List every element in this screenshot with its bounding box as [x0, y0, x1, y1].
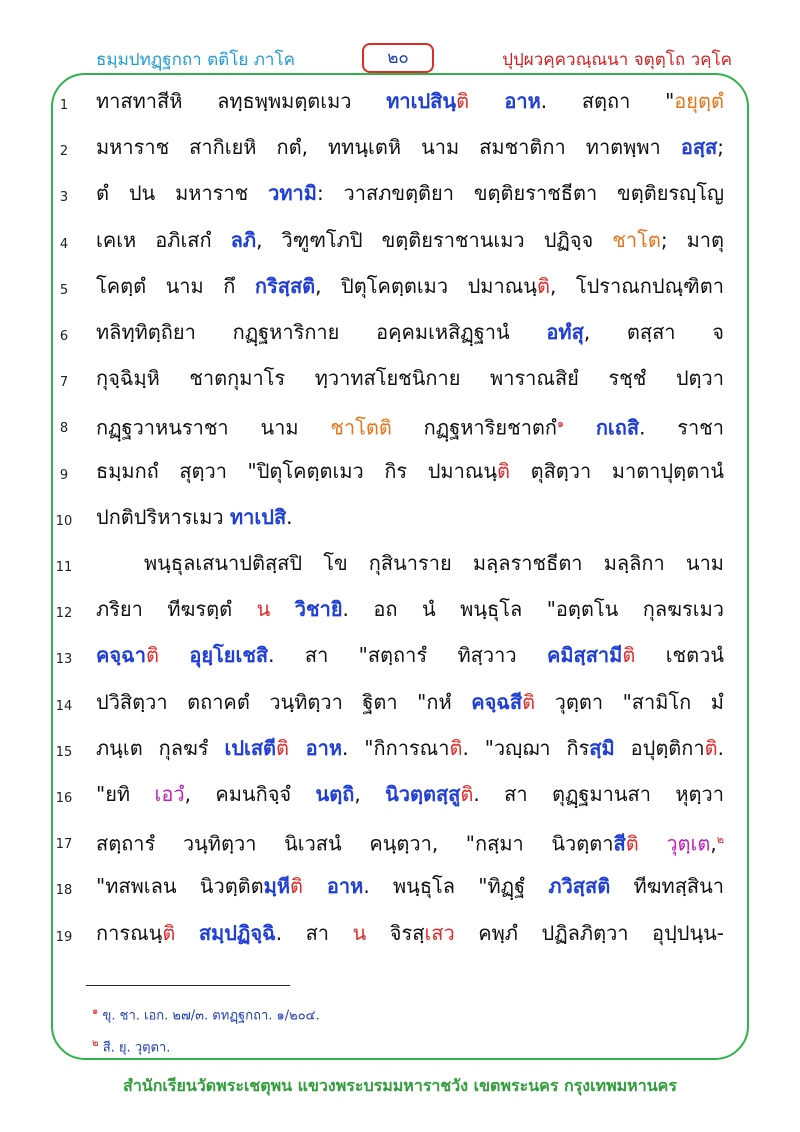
text-segment — [175, 921, 199, 945]
text-segment: . พนฺธุโล "ทิฏฺฐํ — [363, 874, 549, 899]
text-line — [0, 358, 800, 404]
highlighted-word: ติ — [276, 735, 290, 760]
line-number: 10 — [55, 513, 73, 529]
text-line — [0, 451, 800, 497]
highlighted-word: ทาเปสินฺ — [386, 89, 457, 113]
line-number: 14 — [55, 698, 73, 714]
line-number: 8 — [59, 421, 69, 437]
line-number: 16 — [55, 791, 73, 806]
highlighted-word: อุยฺโยเชสิ — [189, 643, 269, 668]
footer-institution: สำนักเรียนวัดพระเชตุพน แขวงพระบรมมหาราชวัง เขตพระนคร กรุงเทพมหานคร — [123, 1076, 677, 1095]
highlighted-word: น — [352, 920, 367, 945]
text-segment: ; มาตุ — [660, 227, 725, 252]
highlighted-word: กเถสิ — [595, 416, 640, 441]
text-segment: วุตฺตา "สามิโก มํ — [535, 689, 724, 714]
highlighted-word: เอวํ — [154, 782, 185, 806]
line-text — [96, 641, 724, 669]
text-segment: . — [286, 504, 293, 529]
text-segment: . ราชา — [639, 416, 725, 441]
footnote-2 — [92, 1036, 170, 1057]
line-number: 17 — [55, 837, 73, 853]
highlighted-word: ติ — [162, 920, 176, 945]
highlighted-word: นตฺถิ — [315, 782, 355, 806]
line-number: 4 — [59, 236, 69, 252]
text-segment: . สา ตุฏฺฐมานสา หุตฺวา — [473, 782, 724, 806]
line-text — [96, 734, 724, 762]
highlighted-word: นิวตฺตสฺสู — [385, 782, 461, 806]
text-line — [0, 589, 800, 635]
text-segment: ตุสิตฺวา มาตาปุตฺตานํ — [510, 458, 724, 483]
line-number: 7 — [59, 375, 69, 391]
line-text — [96, 595, 724, 623]
highlighted-word: ติ — [456, 89, 470, 113]
text-segment: . สตฺถา " — [540, 89, 675, 113]
highlighted-word: เสว — [424, 920, 455, 945]
text-line — [0, 266, 800, 312]
text-line — [0, 173, 800, 219]
line-number: 11 — [55, 560, 73, 575]
text-segment: , — [354, 782, 386, 806]
highlighted-word: ติ — [449, 735, 463, 760]
header-left-title: ธมฺมปทฏฺฐกถา ตติโย ภาโค — [96, 50, 295, 70]
text-segment: . อถ นํ พนฺธุโล "อตฺตโน กุลฆรเมว — [342, 597, 725, 622]
text-segment — [564, 416, 596, 440]
text-segment: กฏฺฐหาริยชาตกํ — [391, 416, 558, 441]
highlighted-word: ติ — [625, 831, 639, 856]
text-line — [0, 497, 800, 543]
line-number: 2 — [59, 144, 69, 160]
text-segment: กุจฺฉิมฺหิ ชาตกุมาโร ทฺวาทสโยชนิกาย พาราณสิยํ รชฺชํ ปตฺวา — [96, 366, 724, 391]
line-text — [96, 919, 724, 947]
line-text — [96, 780, 724, 808]
line-text — [96, 457, 724, 485]
footnote-marker: ๒ — [716, 833, 724, 847]
text-line — [0, 774, 800, 820]
text-segment — [159, 643, 189, 667]
highlighted-word: น — [256, 597, 271, 622]
line-number: 9 — [59, 467, 69, 483]
text-line — [0, 543, 800, 589]
text-line — [0, 312, 800, 358]
text-segment — [270, 597, 295, 621]
highlighted-word: อาห — [303, 874, 364, 899]
text-segment: ทีฆทสฺสินา — [610, 874, 725, 899]
highlighted-word: คมิสฺสามี — [546, 643, 623, 668]
highlighted-word: ภวิสฺสติ — [548, 874, 611, 899]
text-segment: ภนฺเต กุลฆรํ — [96, 735, 225, 760]
text-segment: ตํ ปน มหาราช — [96, 181, 269, 206]
footnote-1 — [92, 1004, 320, 1025]
footnote-1-text: ขุ. ชา. เอก. ๒๗/๓. ตทฏฺฐกถา. ๑/๒๐๔. — [102, 1008, 320, 1024]
text-segment: . สา — [275, 920, 353, 945]
line-text — [96, 272, 724, 300]
line-number: 12 — [55, 606, 73, 622]
footnote-rule — [86, 985, 290, 986]
highlighted-word: อสฺส — [680, 135, 718, 160]
highlighted-word: ลภิ — [230, 227, 257, 252]
line-text — [96, 688, 724, 716]
text-segment: . "กิการณา — [342, 735, 450, 760]
highlighted-word: วุตฺเต — [666, 831, 711, 856]
highlighted-word: ติ — [704, 735, 718, 760]
text-segment: ปวิสิตฺวา ตถาคตํ วนฺทิตฺวา ฐิตา "กหํ — [96, 689, 472, 714]
text-segment: มหาราช สากิเยหิ กตํ, ททนฺเตหิ นาม สมชาติกา ทาตพฺพา — [96, 135, 681, 160]
text-segment: . — [717, 735, 724, 760]
text-line — [0, 404, 800, 450]
line-text — [96, 410, 724, 442]
highlighted-word: สฺมิ — [589, 735, 615, 760]
text-line — [0, 682, 800, 728]
footnote-2-text: สี. ยุ. วุตฺตา. — [102, 1040, 171, 1056]
highlighted-word: กริสฺสติ — [254, 273, 316, 298]
highlighted-word: อยุตฺตํ — [674, 89, 724, 113]
text-segment: ; — [717, 135, 724, 160]
text-segment: ปกติปริหารเมว — [96, 504, 230, 529]
text-segment: "ทสพเลน นิวตฺติต — [96, 874, 264, 899]
line-text — [96, 133, 724, 161]
highlighted-word: วิชายิ — [294, 597, 343, 622]
highlighted-word: ติ — [460, 782, 474, 806]
highlighted-word: ทาเปสิ — [230, 504, 287, 529]
text-segment: การณนฺ — [96, 920, 163, 945]
highlighted-word: ติ — [145, 643, 159, 668]
text-segment: ทลิทฺทิตฺถิยา กฏฺฐหาริกาย อคฺคมเหสิฏฺฐานํ — [96, 320, 547, 344]
text-line — [0, 127, 800, 173]
line-text — [96, 87, 724, 115]
line-number: 19 — [55, 929, 73, 945]
line-text — [96, 826, 724, 858]
text-segment: จิรสฺ — [366, 920, 425, 945]
text-segment: เชตวนํ — [635, 643, 724, 668]
highlighted-word: มฺหี — [263, 874, 291, 899]
line-text — [96, 318, 724, 346]
text-segment — [639, 832, 667, 856]
line-number: 15 — [55, 744, 73, 760]
line-text — [96, 872, 724, 900]
text-segment: : วาสภขตฺติยา ขตฺติยราชธีตา ขตฺติยรญฺโญ — [316, 181, 724, 206]
highlighted-word: ชาโต — [612, 227, 661, 252]
line-text — [96, 503, 724, 531]
highlighted-word: อาห — [289, 735, 342, 760]
text-segment: อปุตฺติกา — [614, 735, 705, 760]
line-text — [96, 364, 724, 392]
highlighted-word: ติ — [497, 458, 511, 483]
highlighted-word: ติ — [622, 643, 636, 668]
highlighted-word: ติ — [290, 874, 304, 899]
text-segment: . สา "สตฺถารํ ทิสฺวาว — [268, 643, 547, 668]
highlighted-word: อทํสุ — [546, 320, 584, 344]
text-segment: พนฺธุลเสนาปติสฺสปิ โข กุสินาราย มลฺลราชธีตา มลฺลิกา นาม — [144, 551, 724, 575]
text-segment: กฏฺฐวาหนราชา นาม — [96, 416, 331, 441]
highlighted-word: วทามิ — [268, 181, 317, 206]
highlighted-word: ติ — [522, 689, 536, 714]
highlighted-word: ชาโตติ — [330, 416, 392, 441]
text-line — [0, 220, 800, 266]
highlighted-word: สี — [613, 831, 626, 856]
text-segment: ธมฺมกถํ สุตฺวา "ปิตุโคตฺตเมว กิร ปมาณนฺ — [96, 458, 498, 483]
highlighted-word: คจฺฉา — [96, 643, 146, 668]
line-number: 1 — [59, 98, 69, 113]
highlighted-word: อาห — [469, 89, 541, 113]
text-segment: , คมนกิจฺจํ — [184, 782, 316, 806]
highlighted-word: สมฺปฏิจฺฉิ — [198, 920, 276, 945]
line-number: 5 — [59, 282, 69, 298]
footnote-2-mark: ๒ — [92, 1038, 99, 1049]
text-segment: ภริยา ทีฆรตฺตํ — [96, 597, 257, 622]
text-segment: เคเห อภิเสกํ — [96, 227, 231, 252]
highlighted-word: ติ — [536, 273, 550, 298]
text-segment: โคตฺตํ นาม กึ — [96, 273, 255, 298]
line-number: 13 — [55, 652, 73, 668]
text-segment: . "วญฺฌา กิร — [462, 735, 590, 760]
line-text — [144, 549, 724, 577]
highlighted-word: เปเสตี — [224, 735, 277, 760]
line-number: 6 — [59, 329, 69, 344]
text-segment: , ตสฺสา จ — [583, 320, 724, 344]
footnote-marker: ๑ — [557, 417, 565, 431]
text-line — [0, 81, 800, 127]
text-segment: , โปราณกปณฺฑิตา — [549, 273, 724, 298]
text-line — [0, 913, 800, 959]
line-number: 18 — [55, 883, 73, 899]
text-line — [0, 728, 800, 774]
text-line — [0, 635, 800, 681]
footnote-1-mark: ๑ — [92, 1006, 99, 1017]
text-line — [0, 866, 800, 912]
text-segment: คพฺภํ ปฏิลภิตฺวา อุปฺปนฺน- — [454, 920, 725, 945]
text-line — [0, 820, 800, 866]
text-segment: , — [710, 831, 717, 856]
highlighted-word: คจฺฉสี — [471, 689, 523, 714]
line-number: 3 — [59, 190, 69, 206]
text-segment: สตฺถารํ วนฺทิตฺวา นิเวสนํ คนฺตฺวา, "กสฺมา นิวตฺตา — [96, 831, 614, 856]
text-segment: , วิฑูฑโภปิ ขตฺติยราชานเมว ปฏิจฺจ — [256, 227, 613, 252]
header-right-title: ปุปฺผวคฺควณฺณนา จตุตฺโถ วคฺโค — [502, 50, 732, 70]
text-segment: , ปิตุโคตฺตเมว ปมาณนฺ — [315, 273, 537, 298]
page-number-box: ๒๐ — [362, 43, 434, 73]
line-text — [96, 179, 724, 207]
text-segment: ทาสทาสีหิ ลทฺธพฺพมตฺตเมว — [96, 89, 387, 113]
text-segment: "ยทิ — [96, 782, 155, 806]
line-text — [96, 226, 724, 254]
